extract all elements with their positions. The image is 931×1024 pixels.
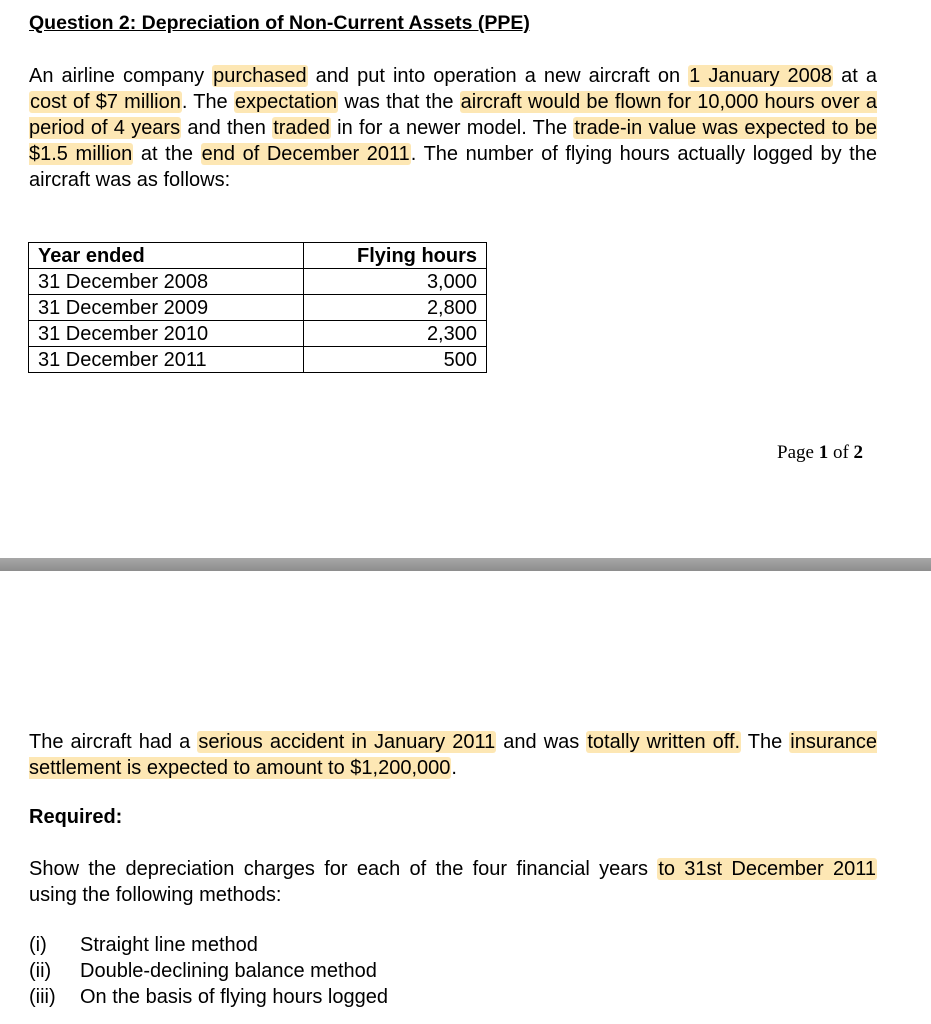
intro-text: at a xyxy=(833,65,877,87)
hours-cell: 2,300 xyxy=(304,321,487,347)
highlight: to 31st December 2011 xyxy=(658,858,876,880)
question-title: Question 2: Depreciation of Non-Current Assets (PPE) xyxy=(29,12,530,34)
table-header-row xyxy=(29,243,487,269)
year-cell: 31 December 2011 xyxy=(29,347,304,373)
intro-text: and then xyxy=(181,117,273,139)
hours-cell: 3,000 xyxy=(304,269,487,295)
page-separator xyxy=(0,558,931,571)
accident-text: The xyxy=(741,731,790,753)
highlight: aircraft would be flown for 10,000 hours over a period of 4 years xyxy=(29,91,877,139)
header-flying-hours: Flying hours xyxy=(304,243,487,269)
hours-cell: 2,800 xyxy=(304,295,487,321)
highlight: expectation xyxy=(234,91,338,113)
intro-text: . The xyxy=(181,91,234,113)
intro-text: . The number of flying hours actually logged by the aircraft was as follows: xyxy=(29,143,877,191)
accident-text: and was xyxy=(496,731,587,753)
highlight: serious accident in January 2011 xyxy=(198,731,496,753)
header-year-ended: Year ended xyxy=(29,243,304,269)
intro-paragraph xyxy=(29,63,877,193)
page-total: 2 xyxy=(853,442,864,463)
intro-text: and put into operation a new aircraft on xyxy=(307,65,689,87)
accident-text: The aircraft had a xyxy=(29,731,198,753)
page-mid: of xyxy=(828,442,854,463)
method-label: On the basis of flying hours logged xyxy=(80,986,388,1008)
table-row xyxy=(29,347,487,373)
highlight: cost of $7 million xyxy=(30,91,181,113)
highlight: purchased xyxy=(213,65,307,87)
flying-hours-table xyxy=(28,242,487,373)
year-cell: 31 December 2008 xyxy=(29,269,304,295)
methods-list xyxy=(29,932,388,1010)
list-item xyxy=(29,932,388,958)
required-heading: Required: xyxy=(29,806,123,828)
instruction-text: using the following methods: xyxy=(29,884,282,906)
intro-text: in for a newer model. The xyxy=(330,117,574,139)
year-cell: 31 December 2009 xyxy=(29,295,304,321)
intro-text: An airline company xyxy=(29,65,213,87)
hours-cell: 500 xyxy=(304,347,487,373)
list-item xyxy=(29,958,388,984)
method-label: Double-declining balance method xyxy=(80,960,377,982)
highlight: end of December 2011 xyxy=(201,143,410,165)
highlight: insurance settlement is expected to amount to $1,200,000 xyxy=(29,731,877,779)
table-row xyxy=(29,295,487,321)
accident-paragraph xyxy=(29,729,877,781)
highlight: traded xyxy=(273,117,330,139)
intro-text: was that the xyxy=(338,91,460,113)
table-row xyxy=(29,321,487,347)
list-item xyxy=(29,984,388,1010)
table-row xyxy=(29,269,487,295)
highlight: trade-in value was expected to be $1.5 million xyxy=(29,117,878,165)
accident-text: . xyxy=(451,757,457,779)
page-current: 1 xyxy=(818,442,829,463)
page-number xyxy=(777,442,863,464)
method-number: (i) xyxy=(29,934,47,956)
highlight: 1 January 2008 xyxy=(689,65,833,87)
intro-text: at the xyxy=(133,143,201,165)
page-prefix: Page xyxy=(777,442,819,463)
method-number: (ii) xyxy=(29,960,52,982)
method-number: (iii) xyxy=(29,986,56,1008)
highlight: totally written off. xyxy=(587,731,741,753)
instruction-paragraph xyxy=(29,856,877,908)
instruction-text: Show the depreciation charges for each of the four financial years xyxy=(29,858,658,880)
year-cell: 31 December 2010 xyxy=(29,321,304,347)
method-label: Straight line method xyxy=(80,934,258,956)
